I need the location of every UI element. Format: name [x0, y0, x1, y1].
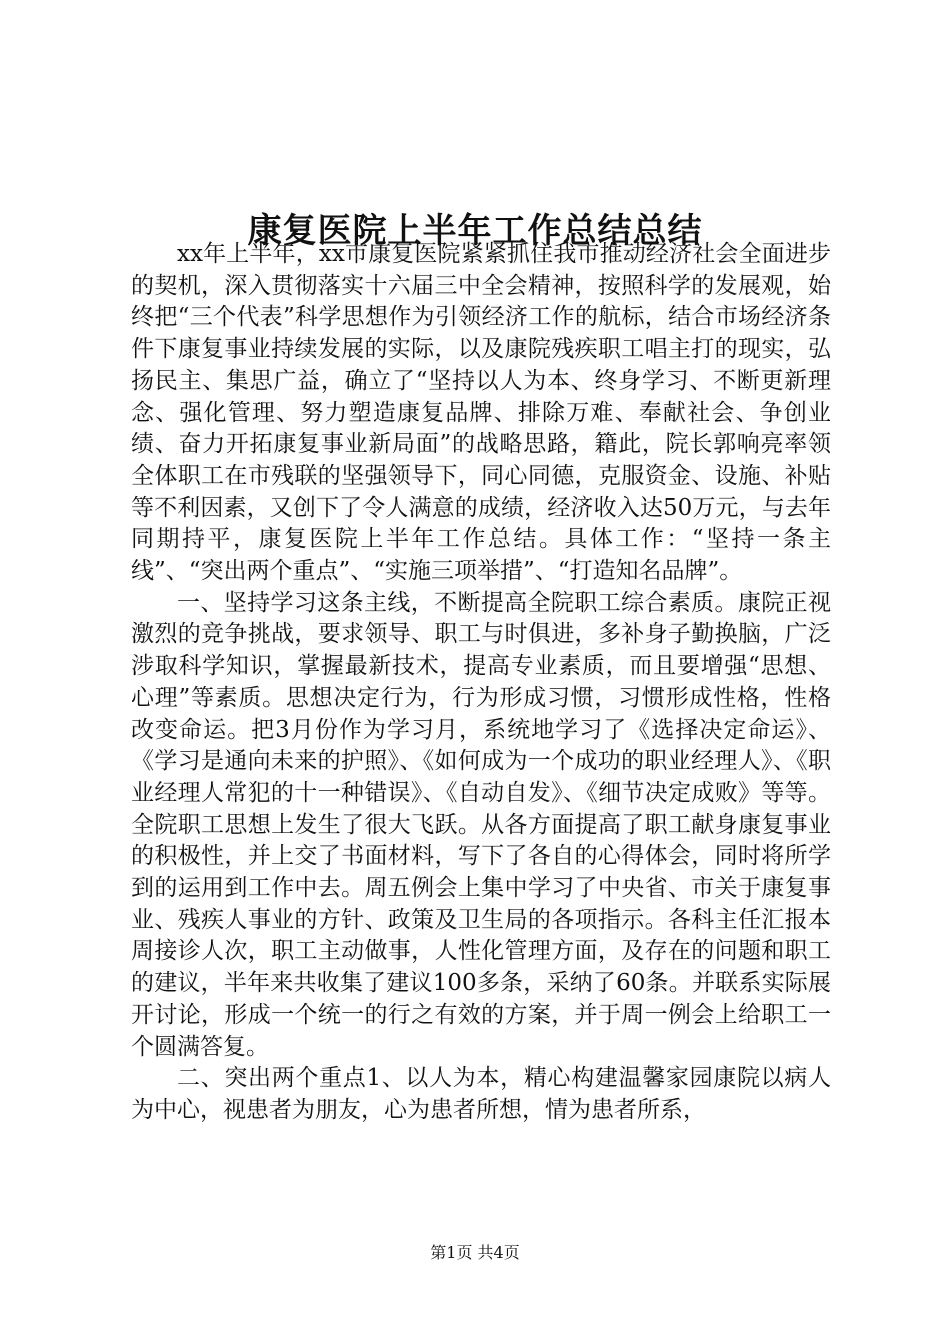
paragraph-section-2: 二、突出两个重点1、以人为本，精心构建温馨家园康院以病人为中心，视患者为朋友，心为患者所想，情为患者所系， [131, 1065, 831, 1123]
paragraph-intro: xx年上半年，xx市康复医院紧紧抓住我市推动经济社会全面进步的契机，深入贯彻落实十六届三中全会精神，按照科学的发展观，始终把“三个代表”科学思想作为引领经济工作的航标，结合市场经济条件下康复事业持续发展的实际，以及康院残疾职工唱主打的现实，弘扬民主、集思广益，确立了“坚持以人为本、终身学习、不断更新理念、强化管理、努力塑造康复品牌、排除万难、奉献社会、争创业绩、奋力开拓康复事业新局面”的战略思路，籍此，院长郭响亮率领全体职工在市残联的坚强领导下，同心同德，克服资金、设施、补贴等不利因素，又创下了令人满意的成绩，经济收入达50万元，与去年同期持平，康复医院上半年工作总结。具体工作：“坚持一条主线”、“突出两个重点”、“实施三项举措”、“打造知名品牌”。 [131, 241, 831, 585]
paragraph-section-1: 一、坚持学习这条主线，不断提高全院职工综合素质。康院正视激烈的竞争挑战，要求领导、职工与时俱进，多补身子勤换脑，广泛涉取科学知识，掌握最新技术，提高专业素质，而且要增强“思想、心理”等素质。思想决定行为，行为形成习惯，习惯形成性格，性格改变命运。把3月份作为学习月，系统地学习了《选择决定命运》、《学习是通向未来的护照》、《如何成为一个成功的职业经理人》、《职业经理人常犯的十一种错误》、《自动自发》、《细节决定成败》等等。全院职工思想上发生了很大飞跃。从各方面提高了职工献身康复事业的积极性，并上交了书面材料，写下了各自的心得体会，同时将所学到的运用到工作中去。周五例会上集中学习了中央省、市关于康复事业、残疾人事业的方针、政策及卫生局的各项指示。各科主任汇报本周接诊人次，职工主动做事，人性化管理方面，及存在的问题和职工的建议，半年来共收集了建议100多条，采纳了60条。并联系实际展开讨论，形成一个统一的行之有效的方案，并于周一例会上给职工一个圆满答复。 [131, 589, 831, 1060]
page-number-footer: 第1页 共4页 [430, 1243, 520, 1262]
document-title: 康复医院上半年工作总结总结 [247, 210, 703, 251]
document-body [131, 239, 831, 1127]
